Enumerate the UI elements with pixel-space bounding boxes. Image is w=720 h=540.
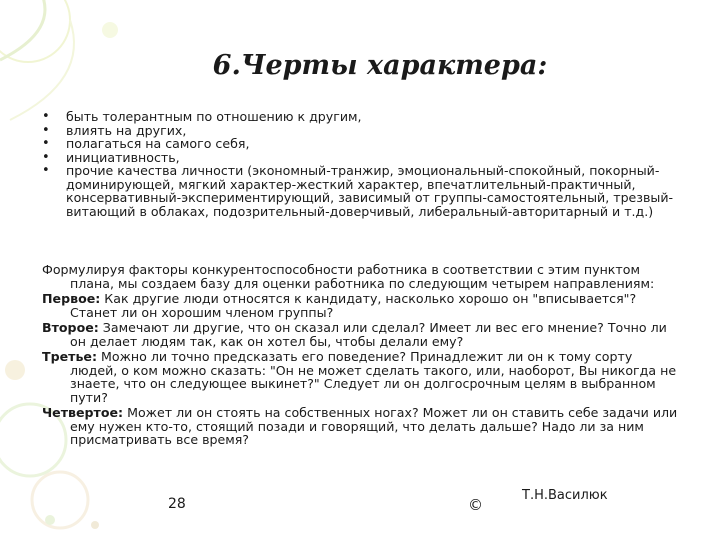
point-paragraph <box>42 406 682 447</box>
point-paragraph <box>42 350 682 404</box>
page-number: 28 <box>168 496 186 512</box>
point-text: Как другие люди относятся к кандидату, насколько хорошо он "вписывается"? Станет ли он хорошим членом группы? <box>70 291 637 320</box>
point-label: Четвертое: <box>42 405 124 420</box>
point-paragraph <box>42 292 682 319</box>
point-paragraph <box>42 321 682 348</box>
list-item: • полагаться на самого себя, <box>42 137 682 151</box>
point-label: Третье: <box>42 349 97 364</box>
slide-title: 6.Черты характера: <box>212 50 548 81</box>
point-label: Второе: <box>42 320 99 335</box>
point-label: Первое: <box>42 291 101 306</box>
list-item: • прочие качества личности (экономный-транжир, эмоциональный-спокойный, покорный-доминирующей, мягкий характер-жесткий характер, впечатлительный-практичный, консервативный-экспериментирующий, зависимый от группы-самостоятельный, трезвый-витающий в облаках, подозрительный-доверчивый, либеральный-авторитарный и т.д.) <box>42 164 682 218</box>
point-text: Замечают ли другие, что он сказал или сделал? Имеет ли вес его мнение? Точно ли он делает людям так, как он хотел бы, чтобы делали ему? <box>70 320 667 349</box>
trait-list <box>42 110 682 218</box>
assessment-text <box>42 263 682 449</box>
author-name: Т.Н.Василюк <box>522 488 608 503</box>
list-item: • влиять на других, <box>42 124 682 138</box>
copyright-mark: © <box>468 496 483 514</box>
list-item: • быть толерантным по отношению к другим, <box>42 110 682 124</box>
list-item: • инициативность, <box>42 151 682 165</box>
point-text: Может ли он стоять на собственных ногах? Может ли он ставить себе задачи или ему нужен кто-то, стоящий позади и говорящий, что делать дальше? Надо ли за ним присматривать все время? <box>70 405 678 447</box>
intro-paragraph: Формулируя факторы конкурентоспособности работника в соответствии с этим пунктом плана, мы создаем базу для оценки работника по следующим четырем направлениям: <box>42 262 655 291</box>
point-text: Можно ли точно предсказать его поведение? Принадлежит ли он к тому сорту людей, о ком можно сказать: "Он не может сделать такого, или, наоборот, Вы никогда не знаете, что он следующее выкинет?" Следует ли он долгосрочным целям в выбранном пути? <box>70 349 677 405</box>
